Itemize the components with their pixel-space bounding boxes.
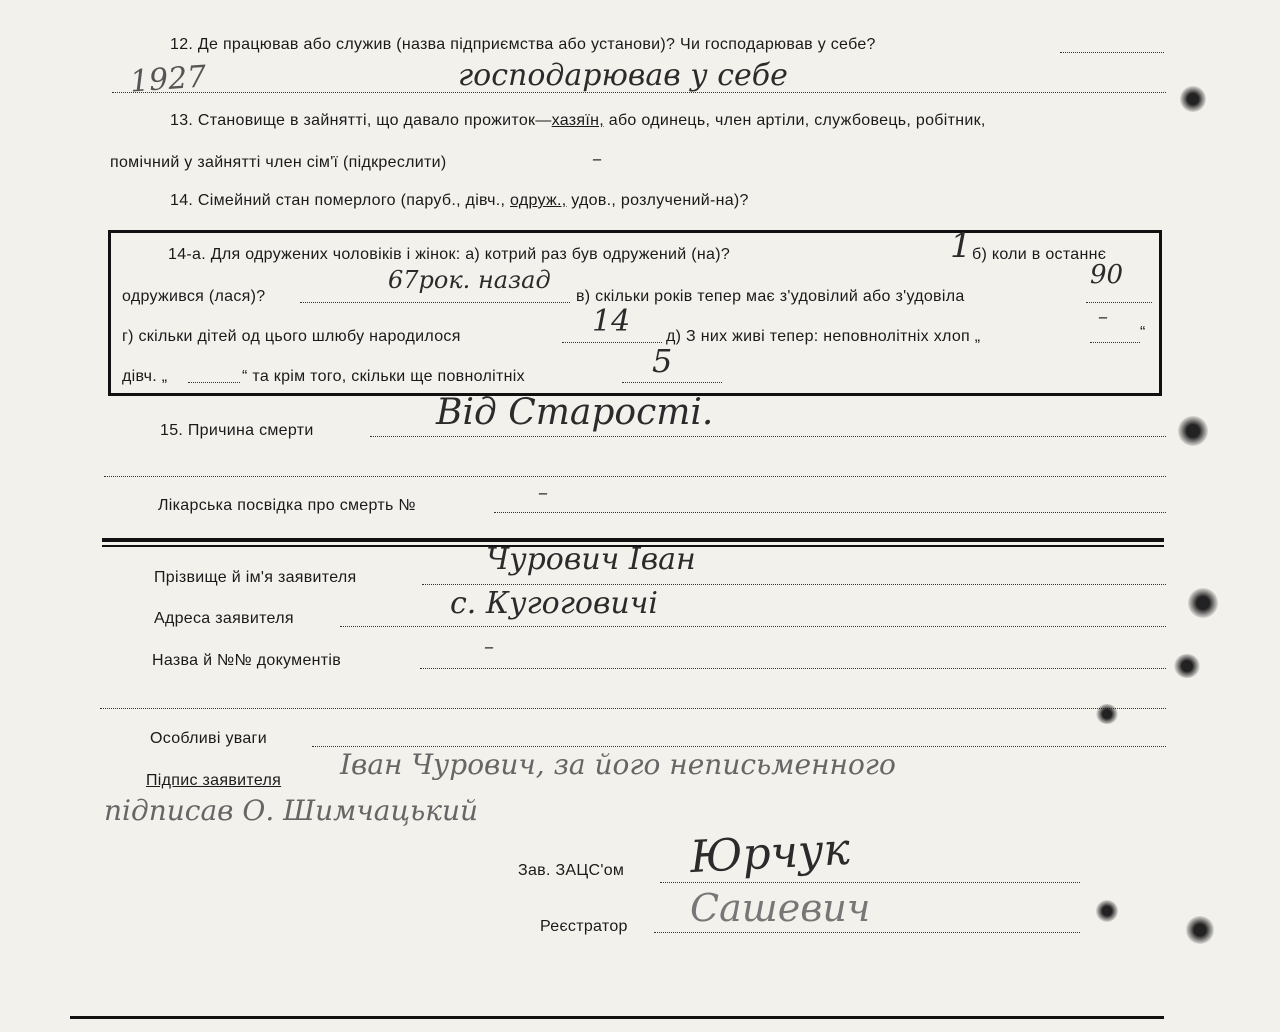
applicant-name-label: Прізвище й ім'я заявителя (154, 569, 357, 586)
q14a-dots-boys (1090, 342, 1140, 343)
q14a-line4-start: дівч. „ (122, 368, 168, 385)
q13-label (170, 112, 986, 130)
applicant-address-label: Адреса заявителя (154, 610, 294, 627)
applicant-docs-dots-b (100, 708, 1166, 709)
head-signature: Юрчук (688, 823, 852, 884)
q13-label-part2: або одинець, член артіли, службовець, робітник, (608, 112, 986, 129)
ink-blot (1186, 916, 1214, 944)
q14a-answer-adults: 5 (652, 342, 673, 380)
medical-dots (494, 512, 1166, 513)
q13-answer: – (592, 146, 602, 170)
q14a-line2-mid: в) скільки років тепер має з'удовілий або з'удовіла (576, 288, 965, 305)
q14a-answer-v: 90 (1090, 260, 1124, 290)
q12-dots-b (112, 92, 1166, 93)
q14-underlined-option: одруж., (510, 192, 567, 209)
q14a-line3-start: г) скільки дітей од цього шлюбу народилося (122, 328, 461, 345)
q14a-line1-end: б) коли в останнє (972, 246, 1107, 263)
q13-label-part1: 13. Становище в зайнятті, що давало прожиток— (170, 112, 552, 129)
applicant-signature-value: Іван Чурович, за його неписьменного (340, 748, 896, 781)
q15-dots-b (104, 476, 1166, 477)
q14a-dots-g (562, 342, 662, 343)
applicant-name-value: Чурович Іван (486, 542, 696, 577)
q14a-answer-b: 67рок. назад (388, 266, 551, 294)
applicant-docs-dots (420, 668, 1166, 669)
q15-label: 15. Причина смерти (160, 422, 314, 439)
applicant-signature-line2: підписав О. Шимчацький (104, 794, 479, 827)
applicant-address-dots (340, 626, 1166, 627)
q14a-dots-girls (188, 382, 240, 383)
registrar-signature: Сашевич (690, 886, 871, 930)
q14a-line4-mid: “ та крім того, скільки ще повнолітніх (242, 368, 525, 385)
q14a-line2-start: одружився (лася)? (122, 288, 266, 305)
q12-label: 12. Де працював або служив (назва підприємства або установи)? Чи господарював у себе? (170, 36, 876, 53)
q14-label-part2: удов., розлучений-на)? (571, 192, 749, 209)
q13-label-line2: помічний у зайнятті член сім'ї (підкреслити) (110, 154, 447, 171)
q14a-answer-a: 1 (950, 226, 972, 266)
q12-dots-a (1060, 52, 1164, 53)
q14a-answer-boys: – (1098, 304, 1108, 328)
applicant-signature-label-text: Підпис заявителя (146, 772, 282, 789)
ink-blot (1188, 588, 1218, 618)
q13-underlined-option: хазяїн, (551, 112, 604, 129)
medical-label: Лікарська посвідка про смерть № (158, 497, 416, 514)
q14a-line3-end: “ (1140, 324, 1146, 341)
bottom-rule (70, 1016, 1164, 1019)
ink-blot (1096, 704, 1118, 724)
registrar-dots (654, 932, 1080, 933)
q15-dots-a (370, 436, 1166, 437)
applicant-docs-label: Назва й №№ документів (152, 652, 342, 669)
q14-label (170, 192, 749, 210)
ink-blot (1096, 900, 1118, 922)
q14a-line1: 14-а. Для одружених чоловіків і жінок: а) котрий раз був одружений (на)? (168, 246, 731, 263)
ink-blot (1174, 654, 1200, 678)
q14a-dots-v (1086, 302, 1152, 303)
q14a-answer-g: 14 (592, 304, 631, 339)
ink-blot (1178, 416, 1208, 446)
applicant-address-value: с. Кугоговичі (450, 586, 658, 621)
q14-label-part1: 14. Сімейний стан померлого (паруб., дівч., (170, 192, 506, 209)
medical-answer: – (538, 480, 548, 504)
registrar-label: Реєстратор (540, 918, 628, 935)
head-label: Зав. ЗАЦС'ом (518, 862, 625, 879)
q12-answer: господарював у себе (458, 58, 788, 93)
q15-answer: Від Старості. (436, 392, 714, 433)
applicant-signature-label (146, 772, 281, 790)
q12-margin-note: 1927 (128, 59, 208, 100)
q14a-dots-adults (622, 382, 722, 383)
applicant-notes-dots (312, 746, 1166, 747)
applicant-docs-value: – (484, 634, 494, 658)
applicant-name-dots (422, 584, 1166, 585)
q14a-dots-b (300, 302, 570, 303)
head-dots (660, 882, 1080, 883)
ink-blot (1180, 86, 1206, 112)
applicant-notes-label: Особливі уваги (150, 730, 267, 747)
q14a-line3-mid: д) З них живі тепер: неповнолітніх хлоп „ (666, 328, 981, 345)
